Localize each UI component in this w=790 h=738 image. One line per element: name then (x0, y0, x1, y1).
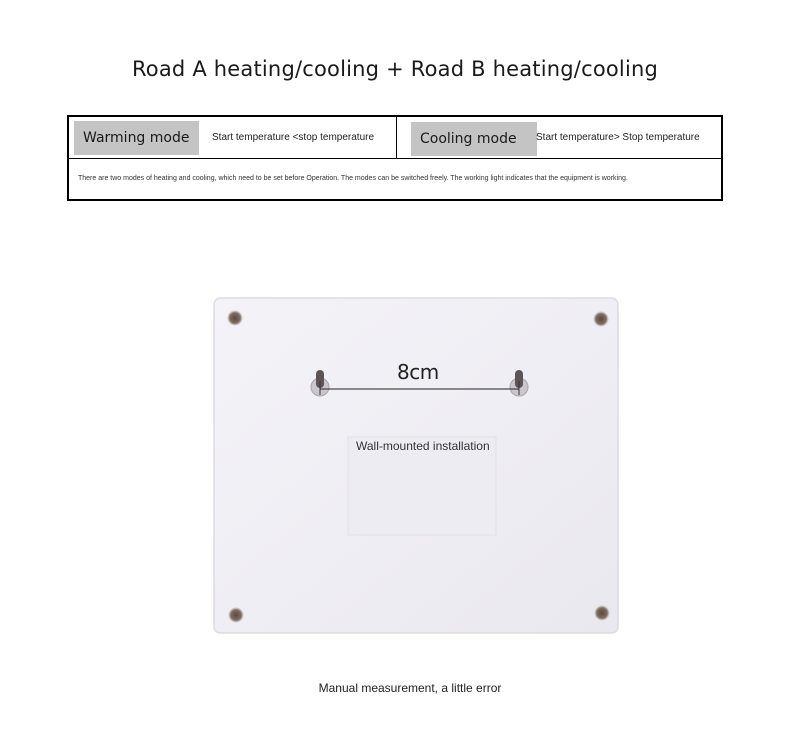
mount-label-box (348, 437, 496, 535)
page-title: Road A heating/cooling + Road B heating/cooling (131, 57, 659, 81)
warming-mode-description: Start temperature <stop temperature (212, 132, 375, 143)
mode-row (69, 117, 721, 159)
dimension-label: 8cm (397, 360, 439, 384)
screw-hole-top-left (228, 311, 242, 325)
cooling-mode-label: Cooling mode (411, 122, 537, 156)
mount-label: Wall-mounted installation (356, 439, 490, 453)
caption: Manual measurement, a little error (318, 681, 502, 695)
screw-hole-top-right (594, 312, 608, 326)
cooling-mode-description: Start temperature> Stop temperature (536, 132, 700, 143)
mode-table (67, 115, 723, 201)
device-back-panel (213, 297, 619, 634)
screw-hole-bottom-right (595, 606, 609, 620)
warming-mode-label: Warming mode (74, 121, 199, 155)
screw-hole-bottom-left (229, 608, 243, 622)
mode-note: There are two modes of heating and cooling, which need to be set before Operation. The modes can be switched freely. The working light indicates that the equipment is working. (78, 175, 628, 182)
table-divider (396, 117, 397, 158)
